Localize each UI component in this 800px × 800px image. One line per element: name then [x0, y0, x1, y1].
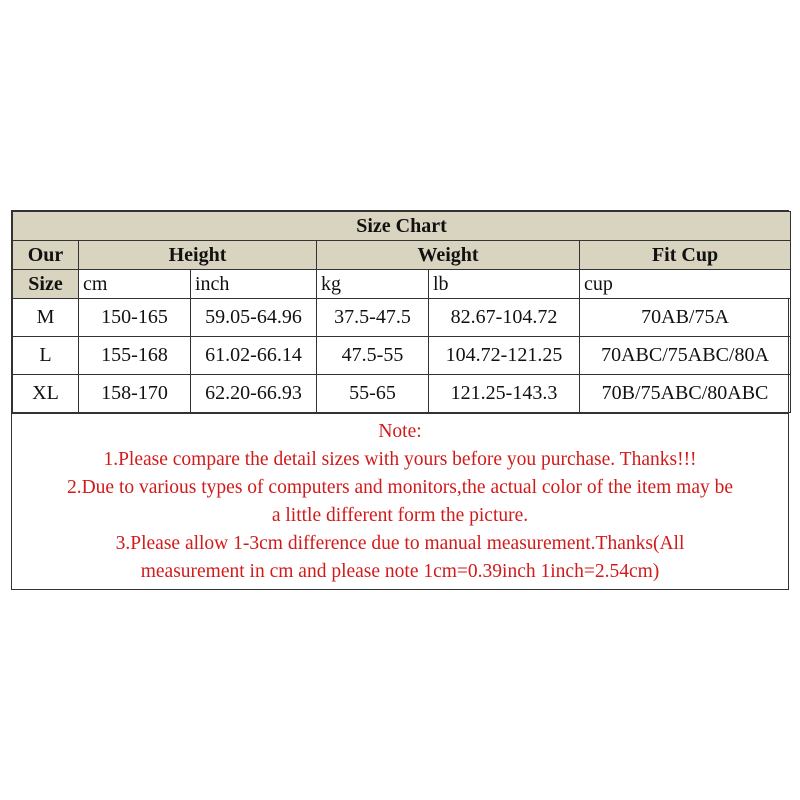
- size-cell: M: [13, 299, 79, 337]
- table-row: [13, 337, 791, 375]
- cup-cell: 70B/75ABC/80ABC: [580, 375, 791, 413]
- table-row: [13, 375, 791, 413]
- kg-cell: 37.5-47.5: [317, 299, 429, 337]
- cup-cell: 70ABC/75ABC/80A: [580, 337, 791, 375]
- cm-cell: 158-170: [79, 375, 191, 413]
- note-line: 1.Please compare the detail sizes with yours before you purchase. Thanks!!!: [103, 449, 697, 470]
- inch-cell: 59.05-64.96: [191, 299, 317, 337]
- weight-header: Weight: [317, 241, 580, 270]
- inch-cell: 62.20-66.93: [191, 375, 317, 413]
- unit-lb: lb: [429, 270, 580, 299]
- lb-cell: 82.67-104.72: [429, 299, 580, 337]
- note-section: [12, 413, 788, 589]
- height-header: Height: [79, 241, 317, 270]
- note-heading: Note:: [378, 421, 422, 442]
- size-cell: XL: [13, 375, 79, 413]
- note-line: measurement in cm and please note 1cm=0.39inch 1inch=2.54cm): [140, 561, 660, 582]
- cup-cell: 70AB/75A: [580, 299, 791, 337]
- kg-cell: 55-65: [317, 375, 429, 413]
- header-row: [13, 241, 791, 270]
- kg-cell: 47.5-55: [317, 337, 429, 375]
- table-title: Size Chart: [13, 212, 791, 241]
- title-row: [13, 212, 791, 241]
- lb-cell: 121.25-143.3: [429, 375, 580, 413]
- size-chart: [11, 210, 789, 590]
- table-row: [13, 299, 791, 337]
- our-header: Our: [13, 241, 79, 270]
- note-line: a little different form the picture.: [271, 505, 529, 526]
- unit-inch: inch: [191, 270, 317, 299]
- size-header: Size: [13, 270, 79, 299]
- unit-cup: cup: [580, 270, 791, 299]
- size-table: [12, 211, 791, 413]
- size-cell: L: [13, 337, 79, 375]
- unit-cm: cm: [79, 270, 191, 299]
- cm-cell: 150-165: [79, 299, 191, 337]
- note-line: 3.Please allow 1-3cm difference due to manual measurement.Thanks(All: [115, 533, 685, 554]
- inch-cell: 61.02-66.14: [191, 337, 317, 375]
- note-line: 2.Due to various types of computers and monitors,the actual color of the item may be: [66, 477, 734, 498]
- lb-cell: 104.72-121.25: [429, 337, 580, 375]
- fit-cup-header: Fit Cup: [580, 241, 791, 270]
- unit-kg: kg: [317, 270, 429, 299]
- cm-cell: 155-168: [79, 337, 191, 375]
- unit-row: [13, 270, 791, 299]
